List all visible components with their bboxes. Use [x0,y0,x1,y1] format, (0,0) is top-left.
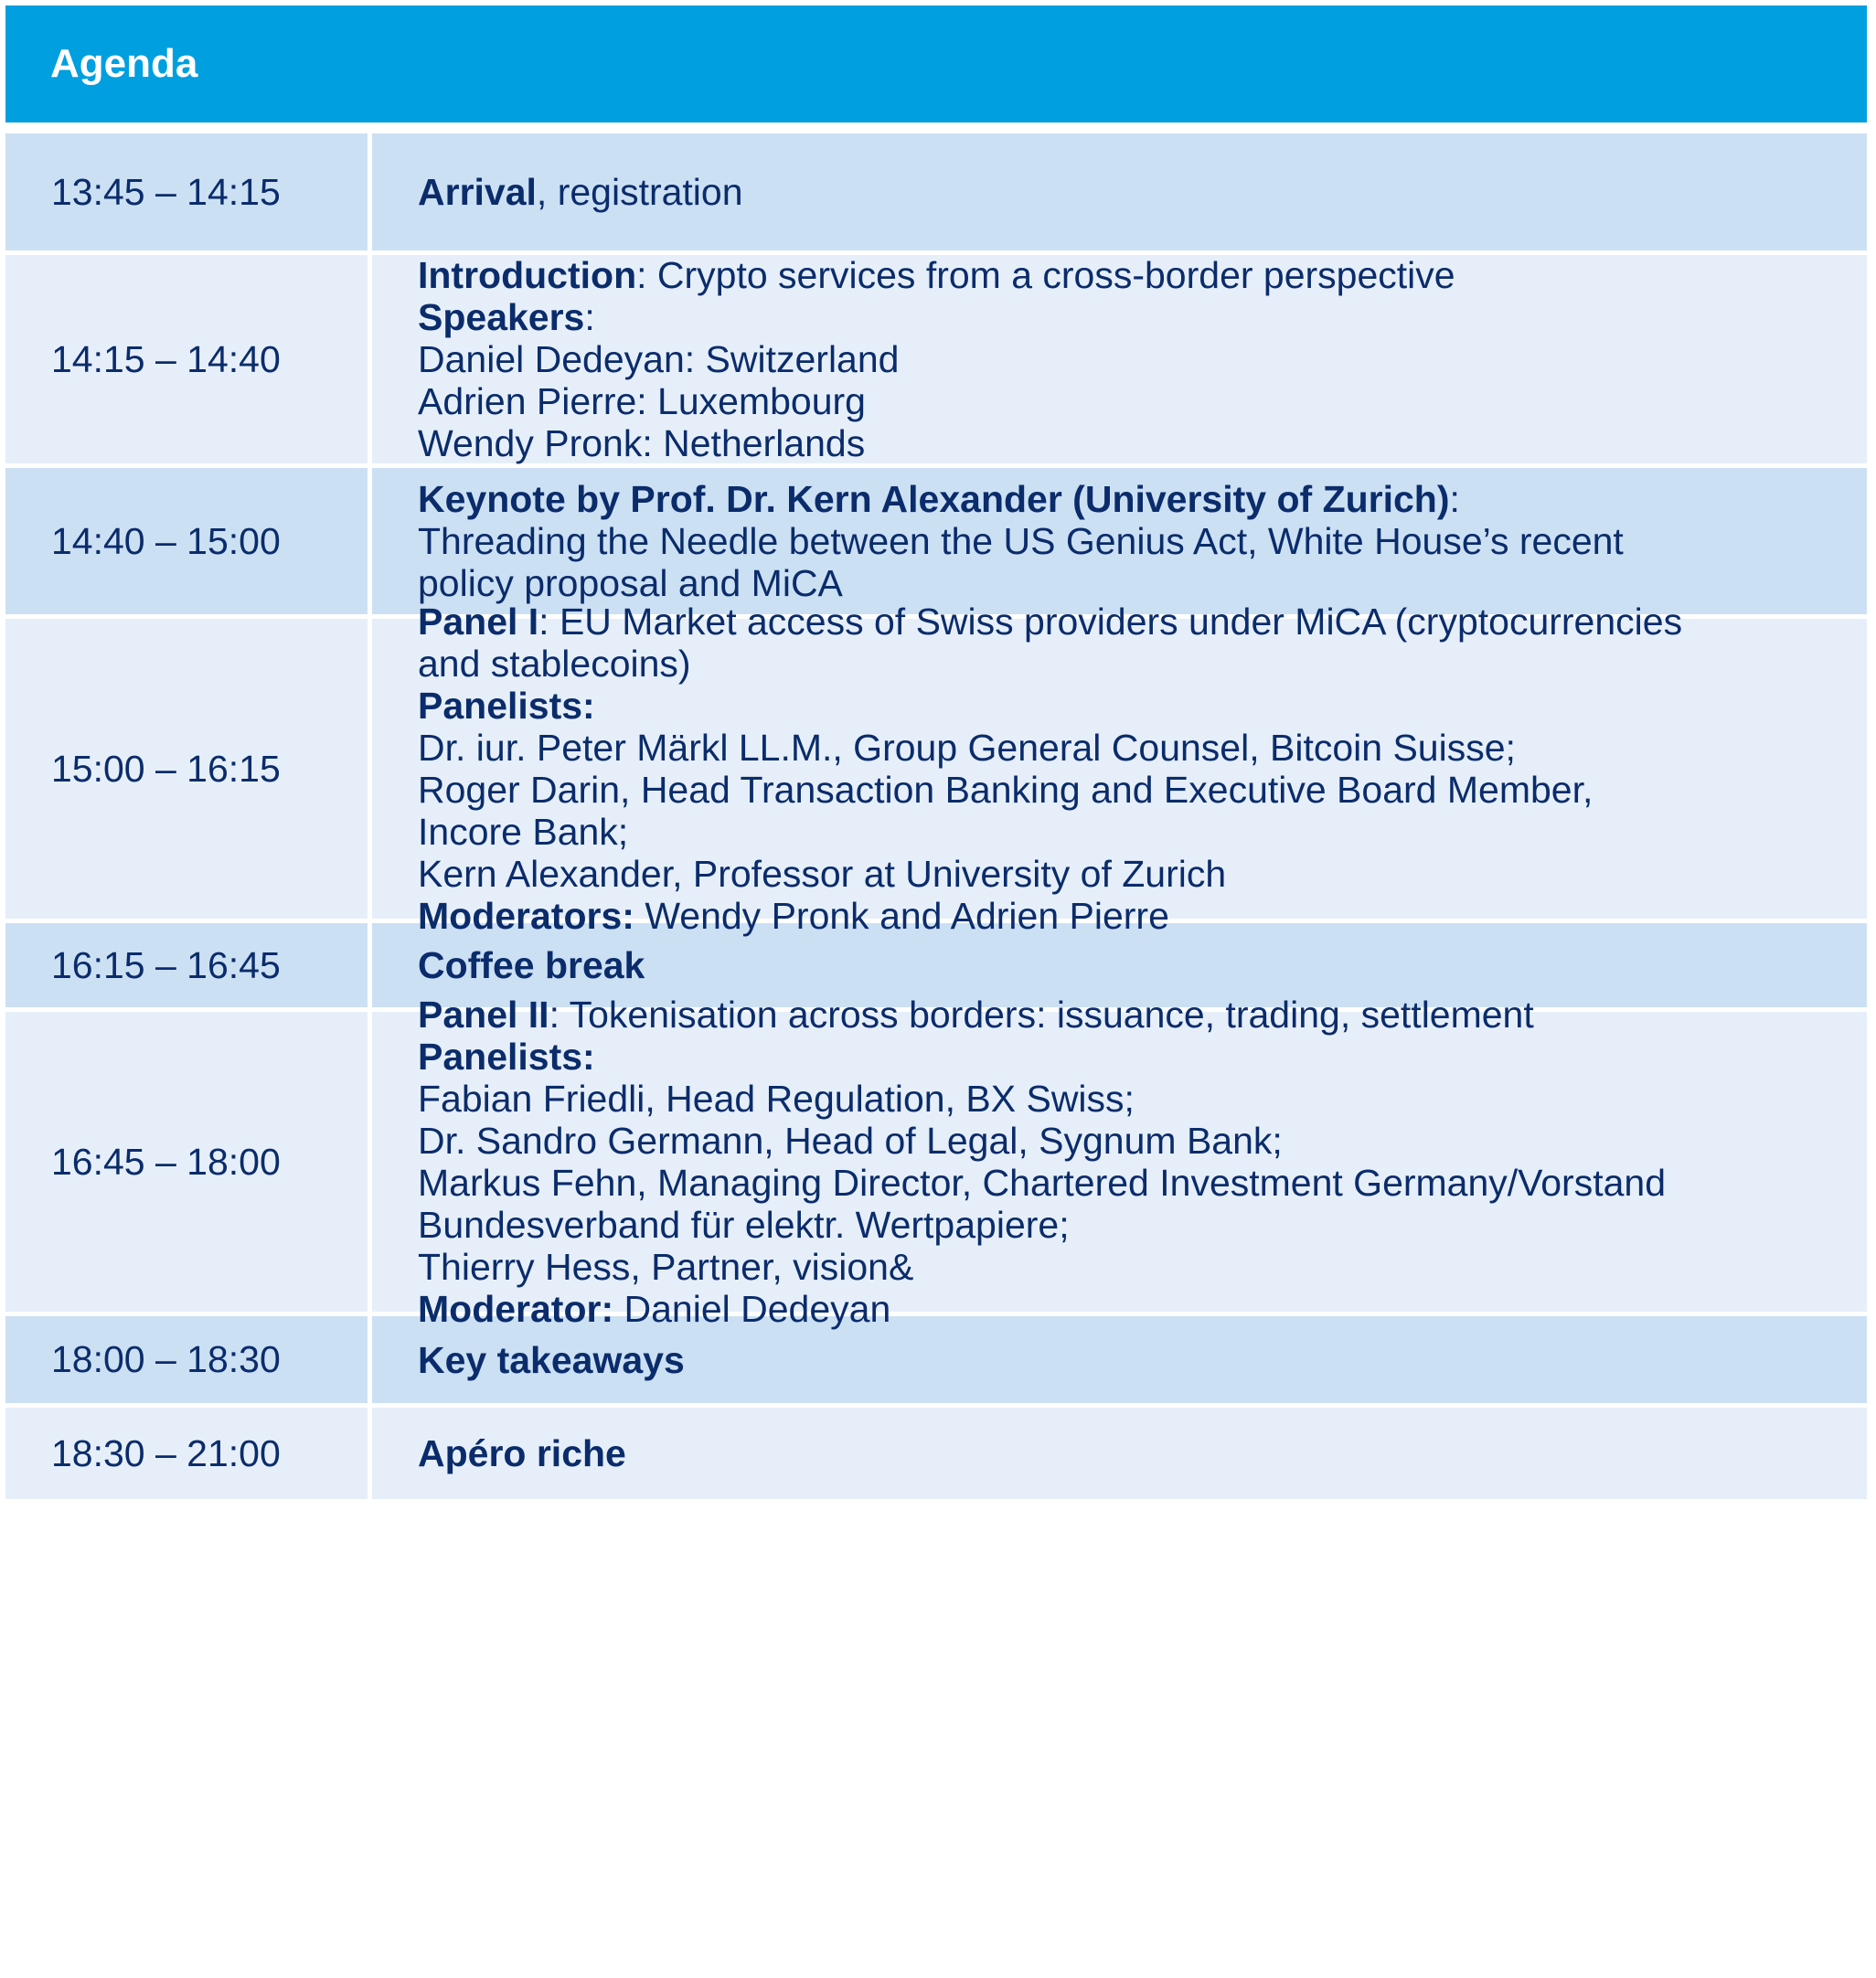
agenda-session [372,1408,1867,1499]
session-bold-label: Apéro riche [418,1432,626,1474]
session-line [418,1120,1839,1162]
session-line [418,380,1839,422]
session-text: Thierry Hess, Partner, vision& [418,1246,914,1288]
session-bold-label: Coffee break [418,944,645,986]
session-line [418,1246,1839,1288]
session-line [418,1339,1839,1381]
agenda-row [5,994,1867,1330]
agenda-session [372,994,1867,1330]
session-line [418,171,1839,213]
agenda-row [5,601,1867,937]
session-line [418,944,1839,986]
session-bold-label: Panelists: [418,685,595,727]
agenda-time: 14:15 – 14:40 [5,255,372,463]
session-line [418,643,1839,685]
agenda-table [5,5,1867,1499]
agenda-row [5,1408,1867,1499]
agenda-row [5,255,1867,468]
session-text: Adrien Pierre: Luxembourg [418,380,866,422]
session-bold-label: Speakers [418,296,585,338]
session-line [418,1036,1839,1078]
session-text: Kern Alexander, Professor at University of Zurich [418,853,1227,895]
session-text: : Tokenisation across borders: issuance, trading, settlement [549,994,1534,1036]
agenda-session [372,1316,1867,1403]
agenda-time: 15:00 – 16:15 [5,619,372,919]
session-line [418,338,1839,380]
session-line [418,296,1839,338]
agenda-time: 13:45 – 14:15 [5,133,372,250]
session-text: Wendy Pronk and Adrien Pierre [634,895,1169,937]
session-line [418,853,1839,895]
session-line [418,562,1839,604]
session-bold-label: Panel II [418,994,549,1036]
session-line [418,478,1839,520]
session-line [418,811,1839,853]
session-text: : [1449,478,1460,520]
agenda-time: 18:30 – 21:00 [5,1408,372,1499]
session-line [418,994,1839,1036]
session-text: Roger Darin, Head Transaction Banking and Executive Board Member, [418,769,1594,811]
session-bold-label: Moderators: [418,895,634,937]
session-line [418,422,1839,464]
agenda-header [5,5,1867,122]
session-text: and stablecoins) [418,643,691,685]
session-line [418,1432,1839,1474]
session-line [418,254,1839,296]
session-bold-label: Panelists: [418,1036,595,1078]
session-text: Incore Bank; [418,811,629,853]
agenda-row [5,468,1867,619]
agenda-time: 14:40 – 15:00 [5,468,372,614]
agenda-time: 16:15 – 16:45 [5,923,372,1007]
session-line [418,1162,1839,1204]
session-text: Daniel Dedeyan [613,1288,891,1330]
session-text: : [584,296,595,338]
session-line [418,769,1839,811]
session-bold-label: Keynote by Prof. Dr. Kern Alexander (University of Zurich) [418,478,1450,520]
session-bold-label: Arrival [418,171,537,213]
session-line [418,601,1839,643]
agenda-title: Agenda [50,41,198,86]
session-text: Fabian Friedli, Head Regulation, BX Swiss; [418,1078,1135,1120]
session-bold-label: Panel I [418,601,539,643]
session-bold-label: Introduction [418,254,637,296]
session-bold-label: Moderator: [418,1288,614,1330]
agenda-time: 16:45 – 18:00 [5,1012,372,1312]
session-text: , registration [536,171,743,213]
agenda-session [372,468,1867,614]
session-text: Bundesverband für elektr. Wertpapiere; [418,1204,1070,1246]
agenda-row [5,133,1867,255]
session-text: Threading the Needle between the US Genius Act, White House’s recent [418,520,1624,562]
session-bold-label: Key takeaways [418,1338,685,1381]
session-line [418,520,1839,562]
session-text: : EU Market access of Swiss providers under MiCA (cryptocurrencies [538,601,1683,643]
agenda-session [372,601,1867,937]
session-line [418,727,1839,769]
session-text: : Crypto services from a cross-border perspective [636,254,1455,296]
session-text: Wendy Pronk: Netherlands [418,422,866,464]
agenda-row [5,1316,1867,1408]
session-line [418,1078,1839,1120]
session-line [418,1204,1839,1246]
agenda-time: 18:00 – 18:30 [5,1316,372,1403]
session-text: Dr. Sandro Germann, Head of Legal, Sygnum Bank; [418,1120,1283,1162]
session-line [418,685,1839,727]
agenda-session [372,255,1867,463]
session-text: Daniel Dedeyan: Switzerland [418,338,900,380]
agenda-session [372,133,1867,250]
session-text: policy proposal and MiCA [418,562,843,604]
agenda-rows [5,133,1867,1499]
session-text: Dr. iur. Peter Märkl LL.M., Group General Counsel, Bitcoin Suisse; [418,727,1516,769]
session-text: Markus Fehn, Managing Director, Chartered Investment Germany/Vorstand [418,1162,1667,1204]
